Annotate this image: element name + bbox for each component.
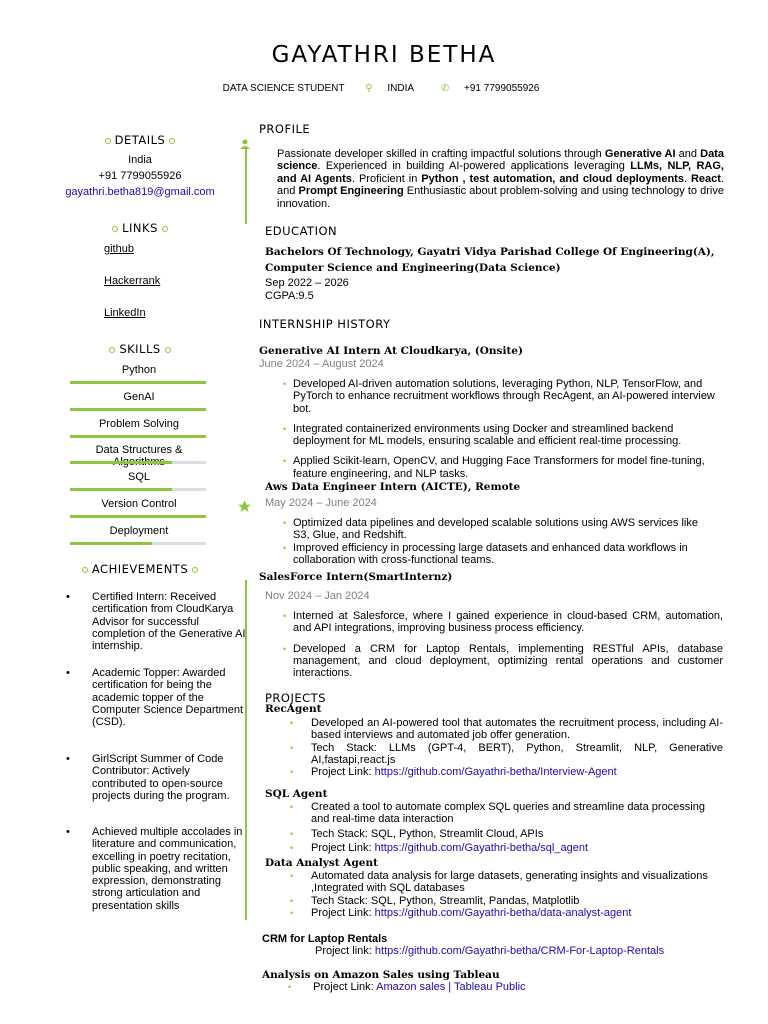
projects-heading: PROJECTS: [265, 691, 326, 705]
list-item: • Tech Stack: SQL, Python, Streamlit, Pandas, Matplotlib: [265, 895, 723, 907]
location-pin-icon: ⚲: [365, 83, 373, 94]
skills-heading: SKILLS: [70, 342, 210, 356]
project-link[interactable]: https://github.com/Gayathri-betha/data-analyst-agent: [374, 906, 632, 919]
skill-level-fill: [70, 488, 172, 491]
list-item: • Project Link: https://github.com/Gayathri-betha/data-analyst-agent: [265, 907, 723, 919]
project-link[interactable]: https://github.com/Gayathri-betha/sql_agent: [374, 841, 588, 854]
list-item: • Improved efficiency in processing large datasets and enhanced data workflows in collaboration with cross-functional teams.: [265, 542, 715, 567]
internship-dates: May 2024 – June 2024: [265, 497, 377, 509]
internship-title: Generative AI Intern At Cloudkarya, (Onsite): [259, 345, 523, 357]
skill-level-bar: [70, 435, 206, 438]
skill-label: Python: [121, 364, 157, 376]
details-email[interactable]: gayathri.betha819@gmail.com: [65, 186, 215, 198]
person-icon: [240, 136, 250, 146]
project-title: RecAgent: [265, 703, 322, 715]
skill-level-fill: [70, 461, 172, 464]
list-item: • Developed an AI-powered tool that automates the recruitment process, including AI-based interviews and automated job offer generation.: [265, 717, 723, 742]
details-heading: DETAILS: [40, 133, 240, 147]
list-item: • Tech Stack: LLMs (GPT-4, BERT), Python, Streamlit, NLP, Generative AI,fastapi,react.js: [265, 742, 723, 767]
profile-heading: PROFILE: [259, 122, 311, 136]
link-linkedin[interactable]: LinkedIn: [104, 307, 146, 319]
profile-text: Passionate developer skilled in crafting impactful solutions through Generative AI and Data science. Experienced in building AI-powered applications leveraging LLMs, NLP, RAG, and AI Agents. Proficient in Python , test automation, and cloud deployments. React. and Prompt Engineering Enthusiastic about problem-solving and using technology to drive innovation.: [277, 148, 725, 210]
list-item: • Developed a CRM for Laptop Rentals, implementing RESTful APIs, database management, and cloud deployment, optimizing rental operations and customer interactions.: [265, 643, 723, 680]
education-cgpa: CGPA:9.5: [265, 290, 314, 302]
skill-level-bar: [70, 461, 206, 464]
star-icon: [237, 499, 252, 514]
header-location: INDIA: [387, 83, 415, 94]
skill-label: GenAI: [123, 390, 155, 403]
skill-label: Version Control: [101, 498, 177, 510]
timeline-line: [245, 580, 247, 920]
skill-label: Problem Solving: [98, 417, 180, 430]
internship-heading: INTERNSHIP HISTORY: [259, 317, 391, 331]
list-item: • Automated data analysis for large datasets, generating insights and visualizations ,Integrated with SQL databases: [265, 870, 723, 895]
internship-title: SalesForce Intern(SmartInternz): [259, 571, 453, 583]
header-title: DATA SCIENCE STUDENT: [222, 83, 345, 94]
skill-level-bar: [70, 488, 206, 491]
details-location: India: [128, 154, 152, 166]
internship-dates: June 2024 – August 2024: [259, 358, 384, 370]
link-hackerrank[interactable]: Hackerrank: [104, 275, 161, 287]
project-link-line: • Project Link: Amazon sales | Tableau Public: [288, 981, 526, 993]
project-link[interactable]: https://github.com/Gayathri-betha/Interview-Agent: [374, 766, 617, 779]
achievements-heading: ACHIEVEMENTS: [60, 562, 220, 576]
skill-level-bar: [70, 515, 206, 518]
education-heading: EDUCATION: [265, 224, 338, 238]
project-link[interactable]: Amazon sales | Tableau Public: [376, 981, 526, 993]
list-item: • Project Link: https://github.com/Gayathri-betha/Interview-Agent: [265, 766, 723, 778]
link-github[interactable]: github: [104, 243, 134, 255]
achievement-item: • Certified Intern: Received certification from CloudKarya Advisor for successful completion of the Generative AI internship.: [66, 591, 246, 653]
achievement-item: • Academic Topper: Awarded certification for being the academic topper of the Computer Science Department (CSD).: [66, 667, 244, 729]
skill-level-bar: [70, 408, 206, 411]
skill-level-fill: [70, 435, 206, 438]
list-item: • Tech Stack: SQL, Python, Streamlit Cloud, APIs: [265, 828, 723, 840]
skill-level-fill: [70, 381, 206, 384]
project-link[interactable]: https://github.com/Gayathri-betha/CRM-For-Laptop-Rentals: [374, 945, 665, 957]
phone-icon: ✆: [440, 83, 450, 94]
list-item: • Developed AI-driven automation solutions, leveraging Python, NLP, TensorFlow, and PyTorch to enhance recruitment workflows through RecAgent, an AI-powered interview bot.: [265, 378, 715, 415]
project-title: CRM for Laptop Rentals: [262, 933, 388, 945]
list-item: • Interned at Salesforce, where I gained experience in cloud-based CRM, automation, and API integrations, improving business process efficiency.: [265, 610, 723, 635]
header-phone: +91 7799055926: [464, 83, 540, 94]
list-item: • Created a tool to automate complex SQL queries and streamline data processing and real-time data interaction: [265, 801, 723, 826]
skill-label: SQL: [127, 471, 150, 484]
project-title: Data Analyst Agent: [265, 857, 378, 869]
links-heading: LINKS: [70, 221, 210, 235]
list-item: • Optimized data pipelines and developed scalable solutions using AWS services like S3, Glue, and Redshift.: [265, 517, 715, 542]
header-subline: [0, 83, 768, 94]
project-link-line: Project link: https://github.com/Gayathri-betha/CRM-For-Laptop-Rentals: [315, 945, 665, 957]
project-title: Analysis on Amazon Sales using Tableau: [262, 969, 500, 981]
details-phone: +91 7799055926: [98, 170, 182, 182]
skill-level-fill: [70, 408, 206, 411]
education-dates: Sep 2022 – 2026: [265, 277, 349, 289]
skill-level-fill: [70, 542, 152, 545]
achievement-item: • GirlScript Summer of Code Contributor: Actively contributed to open-source projects during the program.: [66, 753, 230, 802]
timeline-line: [245, 148, 247, 224]
list-item: • Project Link: https://github.com/Gayathri-betha/sql_agent: [265, 842, 723, 854]
skill-level-bar: [70, 381, 206, 384]
achievement-item: • Achieved multiple accolades in literature and communication, excelling in poetry recitation, public speaking, and written expression, demonstrating strong articulation and presentation skills: [66, 826, 243, 912]
skill-level-bar: [70, 542, 206, 545]
skill-label: Deployment: [109, 524, 169, 537]
project-title: SQL Agent: [265, 788, 328, 800]
internship-title: Aws Data Engineer Intern (AICTE), Remote: [265, 481, 521, 493]
list-item: • Integrated containerized environments using Docker and streamlined backend deployment for ML models, ensuring scalable and efficient real-time processing.: [265, 423, 715, 448]
list-item: • Applied Scikit-learn, OpenCV, and Hugging Face Transformers for model fine-tuning, feature engineering, and NLP tasks.: [265, 455, 715, 480]
resume-name: GAYATHRI BETHA: [271, 42, 497, 68]
internship-dates: Nov 2024 – Jan 2024: [265, 590, 370, 602]
skill-label: Data Structures &: [95, 444, 183, 457]
skill-level-fill: [70, 515, 206, 518]
education-degree: Bachelors Of Technology, Gayatri Vidya Parishad College Of Engineering(A), Computer Science and Engineering(Data Science): [265, 246, 715, 274]
